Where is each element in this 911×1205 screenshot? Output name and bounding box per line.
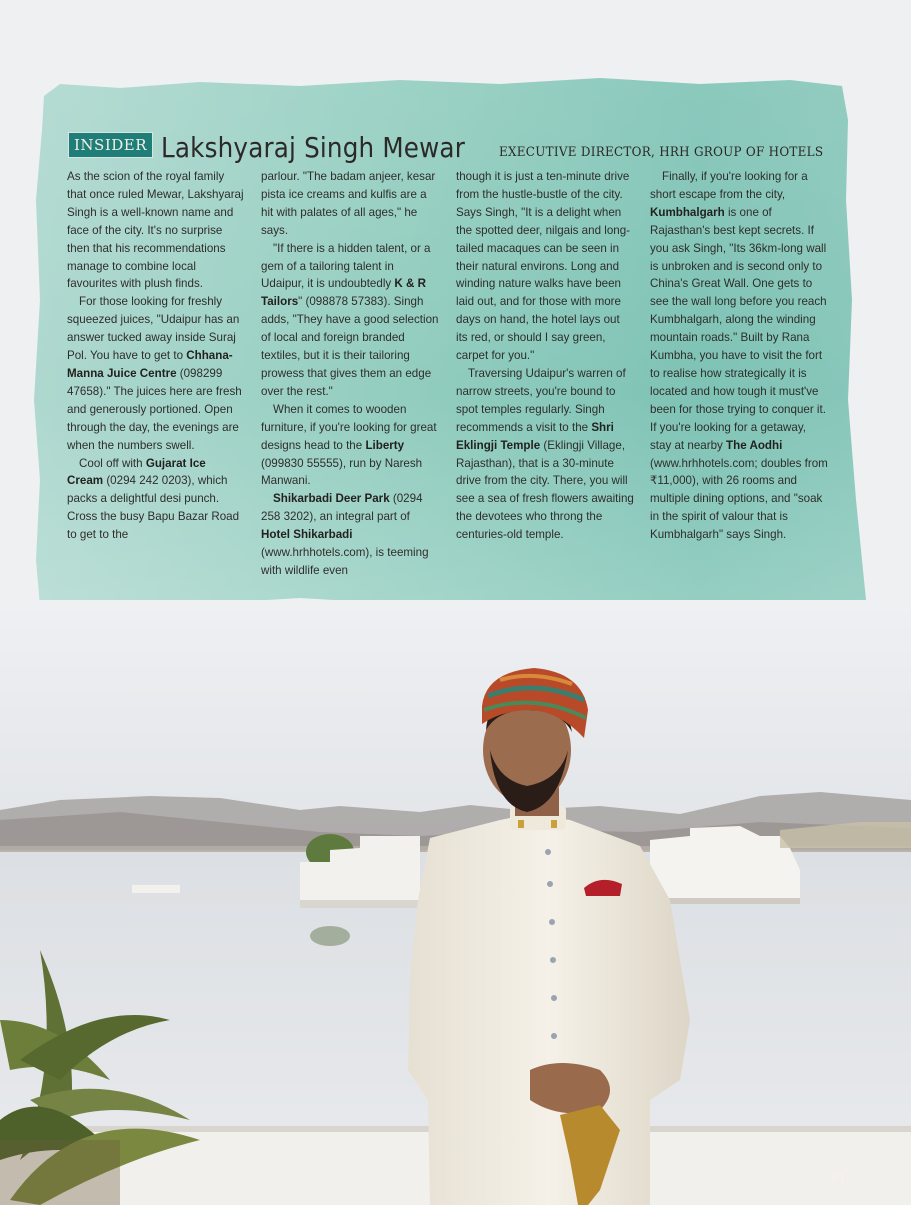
venue-name: Chhana-Manna Juice Centre [67, 349, 233, 380]
venue-name: Shri Eklingji Temple [456, 420, 614, 452]
venue-name: Liberty [365, 438, 405, 452]
text-span: When it comes to wooden furniture, if you're looking for great designs head to the [261, 402, 437, 452]
venue-name: Shikarbadi Deer Park [273, 492, 390, 506]
article-header [68, 124, 858, 164]
column-1 [67, 168, 245, 544]
venue-name: Kumbhalgarh [650, 205, 725, 219]
text-span: (0294 242 0203), which packs a delightful desi punch. Cross the busy Bapu Bazar Road to get to the [67, 474, 240, 542]
person-role: EXECUTIVE DIRECTOR, HRH GROUP OF HOTELS [499, 145, 824, 160]
paragraph [261, 401, 439, 491]
article-body [67, 168, 847, 588]
text-span: (www.hrhhotels.com; doubles from ₹11,000), with 26 rooms and multiple dining options, and "soak in the spirit of valour that is Kumbhalgarh" says Singh. [650, 456, 828, 542]
text-span: is one of Rajasthan's best kept secrets. If you ask Singh, "Its 36km-long wall is unbroken and is second only to China's Great Wall. One gets to see the wall long before you reach Kumbhalgarh, along the winding mountain roads." Built by Rana Kumbha, you have to visit the fort to realise how strategically it is located and how tough it must've been for those trying to conquer it. If you're looking for a getaway, stay at nearby [650, 205, 827, 452]
paragraph [261, 240, 439, 401]
paragraph [456, 365, 634, 544]
venue-name: The Aodhi [726, 438, 783, 452]
paragraph [261, 490, 439, 580]
column-2 [261, 168, 439, 580]
insider-tag: INSIDER [68, 132, 153, 158]
text-span: (Eklingji Village, Rajasthan), that is a 30-minute drive from the city. There, you will see a sea of fresh flowers awaiting the devotees who throng the centuries-old temple. [456, 438, 634, 542]
insider-panel [36, 82, 870, 606]
text-span: (099830 55555), run by Naresh Manwani. [261, 456, 423, 488]
column-3 [456, 168, 634, 544]
paragraph [650, 168, 828, 544]
portrait-photo [0, 600, 911, 1205]
text-span: " (098878 57383). Singh adds, "They have a good selection of local and foreign branded textiles, but it is their tailoring prowess that gives them an edge over the rest." [261, 295, 439, 398]
venue-name: Hotel Shikarbadi [261, 528, 353, 542]
page-number: 81 [831, 1171, 845, 1185]
text-span: "If there is a hidden talent, or a gem of a tailoring talent in Udaipur, it is undoubtedly [261, 241, 431, 291]
paragraph: though it is just a ten-minute drive from the hustle-bustle of the city. Says Singh, "It is a delight when the spotted deer, nilgais and long-tailed macaques can be seen in their natural environs. Long and winding nature walks have been laid out, and for those with more days on hand, the hotel lays out its red, or should I say green, carpet for you." [456, 170, 631, 363]
paragraph [67, 455, 245, 545]
text-span: (098299 47658)." The juices here are fresh and generously portioned. Open through the day, the evenings are when the numbers swell. [67, 366, 242, 452]
text-span: Cool off with [79, 456, 146, 470]
text-span: (www.hrhhotels.com), is teeming with wildlife even [261, 546, 429, 577]
venue-name: K & R Tailors [261, 277, 426, 309]
paragraph: parlour. "The badam anjeer, kesar pista ice creams and kulfis are a hit with palates of all ages," he says. [261, 170, 436, 237]
text-span: (0294 258 3202), an integral part of [261, 492, 423, 524]
venue-name: Gujarat Ice Cream [67, 456, 206, 488]
person-name: Lakshyaraj Singh Mewar [161, 131, 466, 164]
column-4 [650, 168, 828, 544]
text-span: For those looking for freshly squeezed juices, "Udaipur has an answer tucked away inside Suraj Pol. You have to get to [67, 295, 240, 363]
paragraph: As the scion of the royal family that once ruled Mewar, Lakshyaraj Singh is a well-known name and face of the city. It's no surprise then that his recommendations manage to combine local favourites with plush finds. [67, 170, 244, 291]
text-span: Finally, if you're looking for a short escape from the city, [650, 170, 808, 201]
text-span: Traversing Udaipur's warren of narrow streets, you're bound to spot temples regularly. Singh recommends a visit to the [456, 366, 626, 434]
paragraph [67, 293, 245, 454]
